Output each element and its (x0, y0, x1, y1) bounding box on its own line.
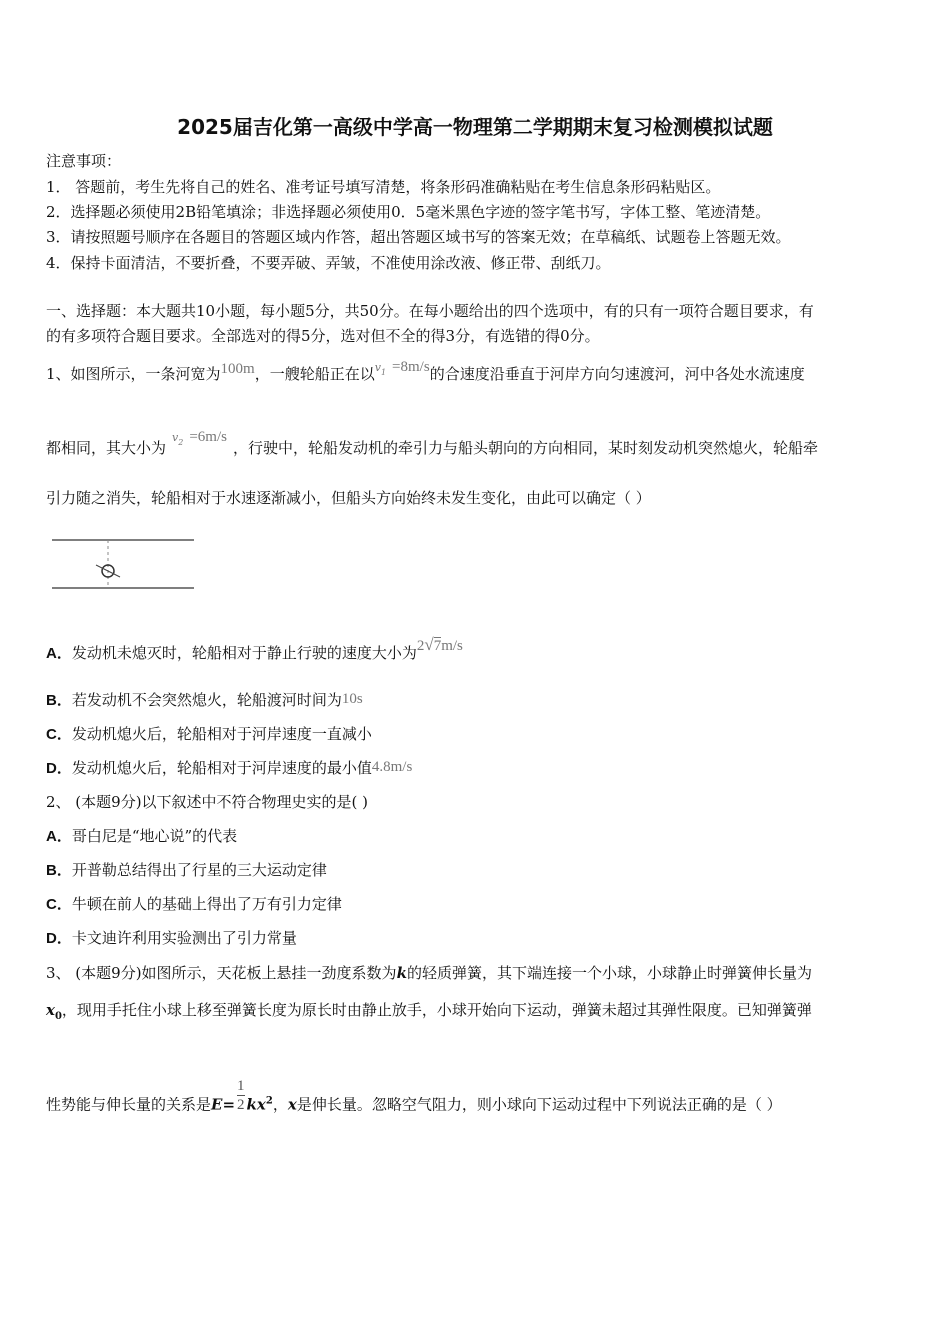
q3-k: k (396, 964, 407, 982)
q1-option-b-text: 若发动机不会突然熄火，轮船渡河时间为 (71, 691, 342, 709)
q1-option-c-label: C． (46, 726, 72, 743)
q3-text-c: ，现用手托住小球上移至弹簧长度为原长时由静止放手，小球开始向下运动，弹簧未超过其弹性限度。已知弹簧弹 (61, 1001, 812, 1019)
q3-line3 (46, 1078, 782, 1124)
q2-option-d (46, 928, 297, 949)
page-title: 2025届吉化第一高级中学高一物理第二学期期末复习检测模拟试题 (177, 115, 773, 139)
q1-line3: 引力随之消失，轮船相对于水速逐渐减小，但船头方向始终未发生变化，由此可以确定（ ） (46, 489, 651, 507)
q3-text-f: 是伸长量。忽略空气阻力，则小球向下运动过程中下列说法正确的是（ ） (296, 1095, 782, 1114)
section1-line1: 一、选择题：本大题共10小题，每小题5分，共50分。在每小题给出的四个选项中，有的只有一项符合题目要求，有 (46, 302, 814, 320)
q3-x0: x (46, 1001, 55, 1019)
q1-text-a: 1、如图所示，一条河宽为 (46, 365, 221, 383)
q2-option-d-label: D． (46, 930, 72, 947)
q2-option-a (46, 826, 237, 847)
q2-option-a-text: 哥白尼是“地心说”的代表 (71, 827, 238, 845)
river-figure (50, 536, 198, 594)
q1-text-c: 的合速度沿垂直于河岸方向匀速渡河，河中各处水流速度 (429, 365, 805, 383)
q1-option-b (46, 690, 363, 711)
q3-square: 2 (265, 1095, 273, 1107)
q1-v2-symbol: v (172, 431, 179, 444)
q2-option-b-text: 开普勒总结得出了行星的三大运动定律 (71, 861, 327, 879)
q1-option-a-unit: m/s (441, 638, 463, 654)
q3-equals: = (222, 1095, 236, 1114)
q3-line2 (46, 1000, 812, 1027)
q1-v1-symbol: v (374, 361, 381, 374)
q2-option-c-text: 牛顿在前人的基础上得出了万有引力定律 (71, 895, 342, 913)
notice-item-3: 3．请按照题号顺序在各题目的答题区域内作答，超出答题区域书写的答案无效；在草稿纸、试题卷上答题无效。 (46, 228, 791, 246)
q2-option-b (46, 860, 327, 881)
q1-option-a-coef: 2 (416, 638, 425, 654)
q2-stem: 2、 (本题9分)以下叙述中不符合物理史实的是( ) (46, 793, 369, 811)
q1-option-a-label: A． (46, 645, 72, 662)
q1-option-d-math: 4.8m/s (371, 759, 413, 775)
q2-option-b-label: B． (46, 862, 72, 879)
q3-line1 (46, 963, 812, 983)
q1-option-d-label: D． (46, 760, 72, 777)
notice-item-1: 1． 答题前，考生先将自己的姓名、准考证号填写清楚，将条形码准确粘贴在考生信息条形码粘贴区。 (46, 178, 721, 196)
notice-heading: 注意事项： (46, 152, 122, 170)
q2-option-a-label: A． (46, 828, 72, 845)
notice-item-2: 2．选择题必须使用2B铅笔填涂；非选择题必须使用0．5毫米黑色字迹的签字笔书写，字体工整、笔迹清楚。 (46, 203, 771, 221)
q1-option-a: A．发动机未熄灭时，轮船相对于静止行驶的速度大小为2√7m/s (46, 635, 463, 662)
q1-v2-sub: 2 (178, 438, 184, 447)
q1-river-width: 100m (220, 361, 255, 377)
q1-line2 (46, 429, 818, 465)
q1-text-b: ，一艘轮船正在以 (254, 365, 375, 383)
q3-text-b: 的轻质弹簧，其下端连接一个小球，小球静止时弹簧伸长量为 (406, 964, 812, 982)
q3-kx: kx (246, 1095, 266, 1114)
q1-option-b-label: B． (46, 692, 72, 709)
q1-option-a-text: 发动机未熄灭时，轮船相对于静止行驶的速度大小为 (71, 644, 417, 662)
q3-fraction (237, 1077, 245, 1114)
q2-option-c (46, 894, 342, 915)
section1-line2: 的有多项符合题目要求。全部选对的得5分，选对但不全的得3分，有选错的得0分。 (46, 327, 600, 345)
q3-text-d: 性势能与伸长量的关系是 (46, 1095, 212, 1114)
q3-text-e: ， (272, 1095, 288, 1114)
q1-option-d-text: 发动机熄火后，轮船相对于河岸速度的最小值 (71, 759, 372, 777)
q1-line1 (46, 359, 805, 391)
q1-text-d: 都相同，其大小为 (46, 439, 167, 457)
q1-text-e: ，行驶中，轮船发动机的牵引力与船头朝向的方向相同，某时刻发动机突然熄火，轮船牵 (232, 439, 818, 457)
q1-option-b-math: 10s (341, 691, 363, 707)
q1-option-c (46, 724, 372, 745)
q1-option-d (46, 758, 412, 779)
q2-option-c-label: C． (46, 896, 72, 913)
q1-option-c-text: 发动机熄火后，轮船相对于河岸速度一直减小 (71, 725, 372, 743)
q1-option-a-radicand: 7 (433, 638, 442, 654)
q3-x0-sub: 0 (54, 1011, 62, 1022)
q1-v1-sub: 1 (380, 368, 387, 377)
q3-x: x (287, 1095, 297, 1114)
q2-option-d-text: 卡文迪许利用实验测出了引力常量 (71, 929, 297, 947)
q3-frac-den: 2 (237, 1097, 245, 1113)
q3-text-a: 3、 (本题9分)如图所示，天花板上悬挂一劲度系数为 (46, 964, 397, 982)
q3-frac-num: 1 (237, 1078, 245, 1094)
q3-E: E (211, 1095, 223, 1114)
notice-item-4: 4．保持卡面清洁，不要折叠，不要弄破、弄皱，不准使用涂改液、修正带、刮纸刀。 (46, 254, 611, 272)
q1-v2-value: =6m/s (189, 429, 227, 445)
q1-v1-value: =8m/s (392, 359, 430, 375)
